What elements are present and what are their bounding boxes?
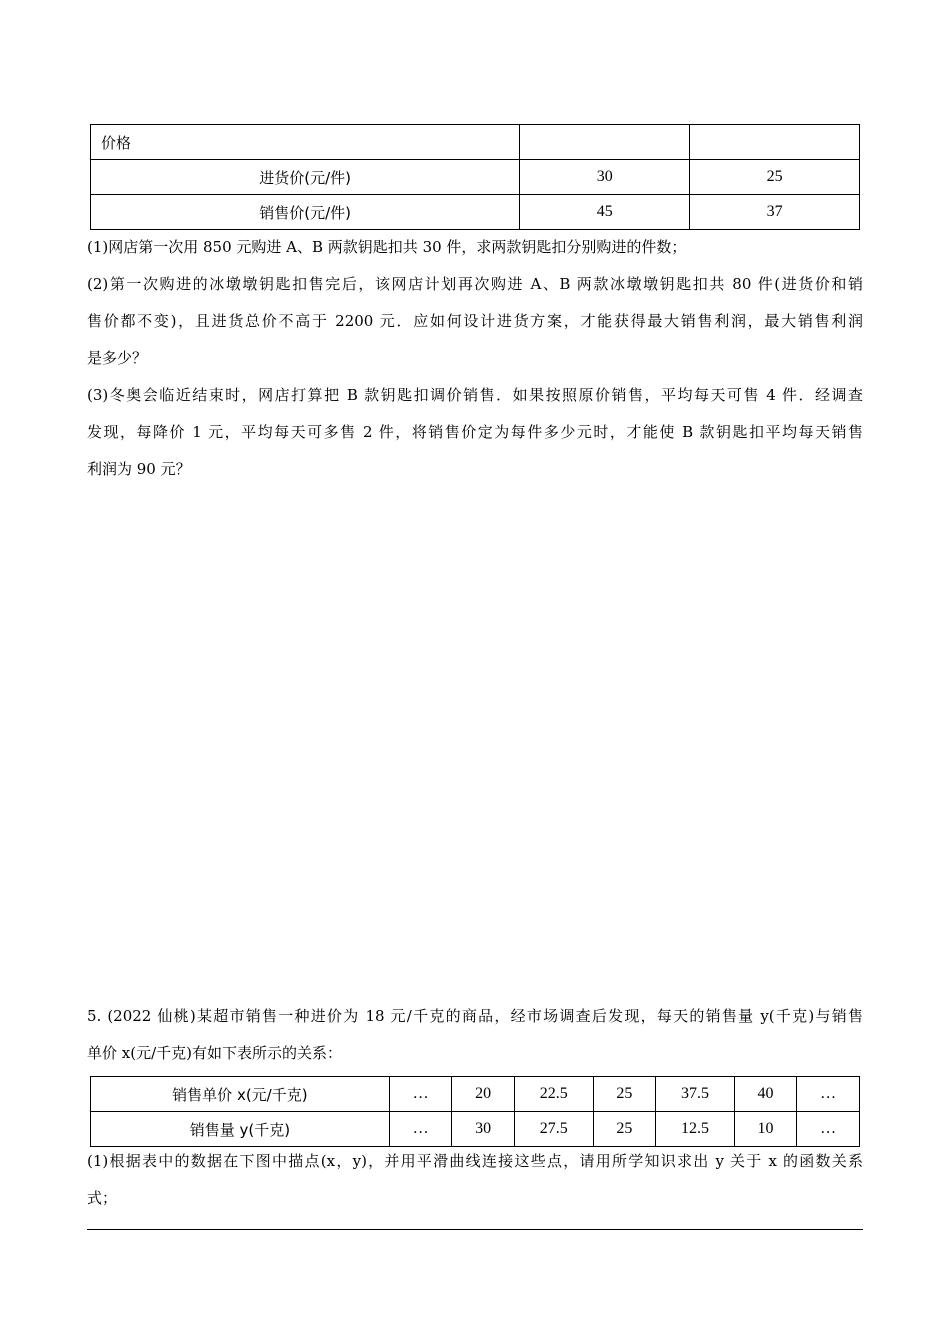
- table-row: [91, 160, 860, 195]
- unit-price-cell: 22.5: [514, 1077, 593, 1112]
- sales-volume-cell: …: [389, 1112, 452, 1147]
- q5-intro-line1: 5. (2022 仙桃)某超市销售一种进价为 18 元/千克的商品，经市场调查后发现，每天的销售量 y(千克)与销售: [87, 1007, 863, 1025]
- table-row: [91, 195, 860, 230]
- sales-volume-cell: 30: [452, 1112, 515, 1147]
- footer-divider: [87, 1229, 863, 1230]
- price-table: [90, 124, 860, 230]
- q4-part3-line1: (3)冬奥会临近结束时，网店打算把 B 款钥匙扣调价销售．如果按照原价销售，平均每天可售 4 件．经调查: [87, 386, 863, 404]
- sales-table: [90, 1076, 860, 1147]
- q4-part3-line3: 利润为 90 元？: [87, 460, 191, 478]
- table-row: [91, 1077, 860, 1112]
- table-header-col-a: [520, 125, 690, 160]
- unit-price-cell: 40: [734, 1077, 797, 1112]
- sale-price-label: 销售价(元/件): [91, 195, 520, 230]
- question-4-text: [87, 229, 863, 488]
- unit-price-cell: 37.5: [656, 1077, 735, 1112]
- q4-part2-line1: (2)第一次购进的冰墩墩钥匙扣售完后，该网店计划再次购进 A、B 两款冰墩墩钥匙扣共 80 件(进货价和销: [87, 275, 863, 293]
- question-5-part1: [87, 1143, 863, 1217]
- q4-part3-line2: 发现，每降价 1 元，平均每天可多售 2 件，将销售价定为每件多少元时，才能使 B 款钥匙扣平均每天销售: [87, 423, 863, 441]
- unit-price-label: 销售单价 x(元/千克): [91, 1077, 390, 1112]
- sale-price-b: 37: [690, 195, 860, 230]
- unit-price-cell: 20: [452, 1077, 515, 1112]
- purchase-price-label: 进货价(元/件): [91, 160, 520, 195]
- unit-price-cell: 25: [593, 1077, 656, 1112]
- question-5-intro: [87, 998, 863, 1072]
- sales-volume-cell: …: [797, 1112, 860, 1147]
- table-row: [91, 1112, 860, 1147]
- q5-part1-line1: (1)根据表中的数据在下图中描点(x，y)，并用平滑曲线连接这些点，请用所学知识求出 y 关于 x 的函数关系: [87, 1152, 863, 1170]
- q4-part1: (1)网店第一次用 850 元购进 A、B 两款钥匙扣共 30 件，求两款钥匙扣分别购进的件数；: [87, 238, 687, 256]
- purchase-price-a: 30: [520, 160, 690, 195]
- table-row: [91, 125, 860, 160]
- sales-volume-cell: 12.5: [656, 1112, 735, 1147]
- q4-part2-line3: 是多少？: [87, 349, 148, 367]
- q5-part1-line2: 式；: [87, 1189, 118, 1207]
- q4-part2-line2: 售价都不变)，且进货总价不高于 2200 元．应如何设计进货方案，才能获得最大销售利润，最大销售利润: [87, 312, 863, 330]
- sales-volume-cell: 25: [593, 1112, 656, 1147]
- sales-volume-cell: 27.5: [514, 1112, 593, 1147]
- unit-price-cell: …: [797, 1077, 860, 1112]
- table-header-label: 价格: [91, 125, 520, 160]
- table-header-col-b: [690, 125, 860, 160]
- sale-price-a: 45: [520, 195, 690, 230]
- purchase-price-b: 25: [690, 160, 860, 195]
- q5-intro-line2: 单价 x(元/千克)有如下表所示的关系：: [87, 1044, 342, 1062]
- sales-volume-label: 销售量 y(千克): [91, 1112, 390, 1147]
- unit-price-cell: …: [389, 1077, 452, 1112]
- sales-volume-cell: 10: [734, 1112, 797, 1147]
